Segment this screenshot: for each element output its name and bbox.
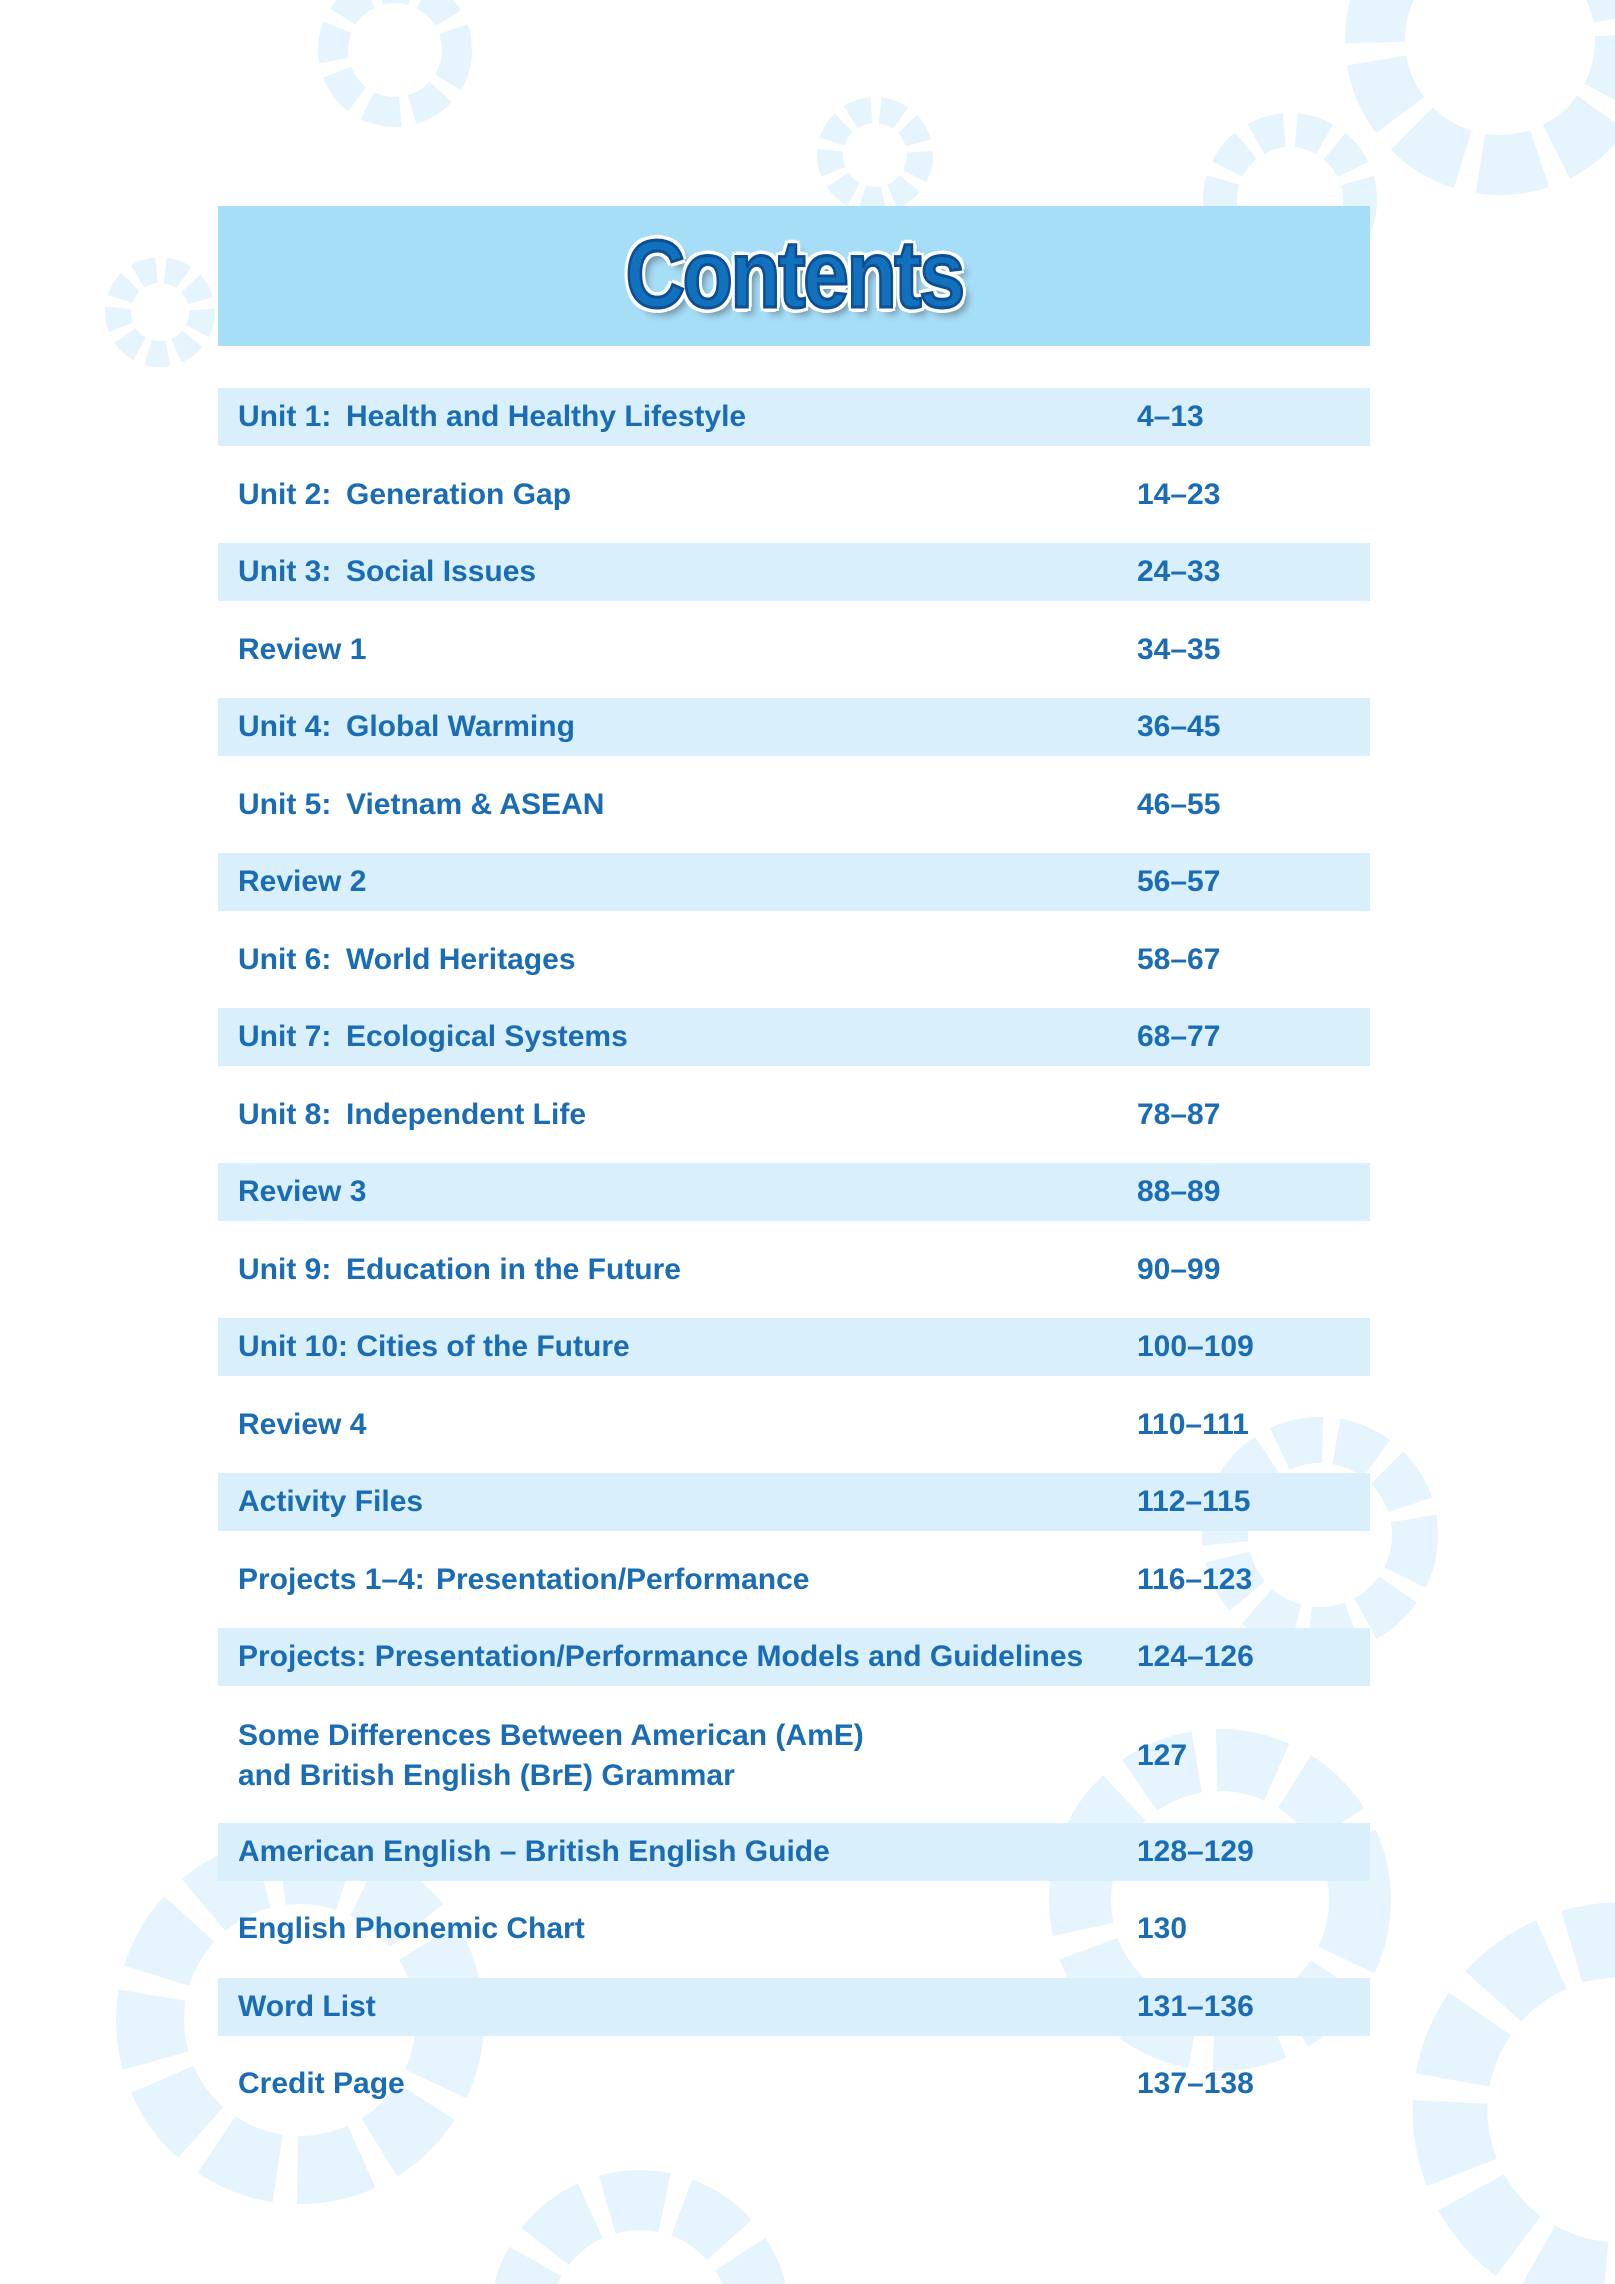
toc-title-text: Social Issues xyxy=(346,555,537,588)
toc-page-range: 68–77 xyxy=(1137,1020,1221,1053)
toc-row[interactable] xyxy=(218,1086,1370,1144)
toc-entry-title: Unit 10: Cities of the Future xyxy=(238,1330,630,1363)
toc-entry-title xyxy=(238,1086,1138,1144)
toc-row[interactable] xyxy=(218,1706,1370,1806)
toc-row[interactable] xyxy=(218,543,1370,601)
toc-unit-label: Unit 2: xyxy=(238,478,332,511)
toc-entry-title: Review 1 xyxy=(238,633,367,666)
toc-title-text: Education in the Future xyxy=(346,1253,681,1286)
toc-row[interactable] xyxy=(218,931,1370,989)
toc-page-range: 116–123 xyxy=(1137,1563,1253,1596)
toc-entry-title xyxy=(238,466,1138,524)
toc-unit-label: Projects 1–4: xyxy=(238,1563,425,1596)
toc-page-range: 4–13 xyxy=(1137,400,1204,433)
toc-row[interactable] xyxy=(218,1900,1370,1958)
toc-page-range: 24–33 xyxy=(1137,555,1221,588)
toc-entry-title: American English – British English Guide xyxy=(238,1835,830,1868)
toc-title-text: Presentation/Performance xyxy=(436,1563,810,1596)
toc-entry-title xyxy=(238,1008,1138,1066)
toc-page-range: 127 xyxy=(1137,1739,1188,1772)
toc-page-range: 124–126 xyxy=(1137,1640,1254,1673)
toc-unit-label: Unit 3: xyxy=(238,555,332,588)
toc-unit-label: Unit 4: xyxy=(238,710,332,743)
toc-page-range: 100–109 xyxy=(1137,1330,1254,1363)
toc-page-range: 131–136 xyxy=(1137,1990,1254,2023)
toc-unit-label: Unit 8: xyxy=(238,1098,332,1131)
toc-entry-title xyxy=(238,931,1138,989)
toc-entry-title xyxy=(238,698,1138,756)
toc-title-text: Independent Life xyxy=(346,1098,586,1131)
toc-page-range: 46–55 xyxy=(1137,788,1221,821)
toc-entry-title: Review 3 xyxy=(238,1175,367,1208)
contents-header-band xyxy=(218,206,1370,346)
toc-row[interactable] xyxy=(218,388,1370,446)
toc-entry-title: Activity Files xyxy=(238,1485,424,1518)
toc-page-range: 58–67 xyxy=(1137,943,1221,976)
toc-row[interactable] xyxy=(218,1978,1370,2036)
toc-page-range: 34–35 xyxy=(1137,633,1221,666)
toc-row[interactable] xyxy=(218,1473,1370,1531)
toc-row[interactable] xyxy=(218,1241,1370,1299)
toc-row[interactable] xyxy=(218,776,1370,834)
toc-entry-title: Some Differences Between American (AmE) and British English (BrE) Grammar xyxy=(238,1719,864,1792)
toc-entry-title: English Phonemic Chart xyxy=(238,1912,585,1945)
toc-row[interactable] xyxy=(218,2055,1370,2113)
toc-row[interactable] xyxy=(218,1396,1370,1454)
toc-unit-label: Unit 7: xyxy=(238,1020,332,1053)
toc-row[interactable] xyxy=(218,1551,1370,1609)
toc-title-text: Generation Gap xyxy=(346,478,572,511)
toc-entry-title: Credit Page xyxy=(238,2067,405,2100)
toc-entry-title: Review 4 xyxy=(238,1408,367,1441)
toc-row[interactable] xyxy=(218,466,1370,524)
toc-row[interactable] xyxy=(218,621,1370,679)
toc-page-range: 130 xyxy=(1137,1912,1188,1945)
toc-title-text: World Heritages xyxy=(346,943,576,976)
toc-row[interactable] xyxy=(218,698,1370,756)
toc-page-range: 128–129 xyxy=(1137,1835,1254,1868)
toc-title-text: Ecological Systems xyxy=(346,1020,628,1053)
toc-entry-title xyxy=(238,1241,1138,1299)
toc-page-range: 110–111 xyxy=(1137,1408,1249,1441)
toc-entry-title: Projects: Presentation/Performance Models and Guidelines xyxy=(238,1640,1084,1673)
toc-entry-title xyxy=(238,388,1138,446)
toc-page-range: 112–115 xyxy=(1137,1485,1251,1518)
toc-entry-title xyxy=(238,1551,1138,1609)
toc-page-range: 90–99 xyxy=(1137,1253,1221,1286)
page-title: Contents xyxy=(625,221,963,328)
toc-row[interactable] xyxy=(218,1823,1370,1881)
toc-page-range: 78–87 xyxy=(1137,1098,1221,1131)
toc-row[interactable] xyxy=(218,1628,1370,1686)
toc-title-text: Health and Healthy Lifestyle xyxy=(346,400,747,433)
toc-page-range: 88–89 xyxy=(1137,1175,1221,1208)
toc-page-range: 56–57 xyxy=(1137,865,1221,898)
toc-unit-label: Unit 6: xyxy=(238,943,332,976)
toc-unit-label: Unit 1: xyxy=(238,400,332,433)
toc-unit-label: Unit 5: xyxy=(238,788,332,821)
toc-page-range: 14–23 xyxy=(1137,478,1221,511)
toc-entry-title: Word List xyxy=(238,1990,376,2023)
toc-entry-title: Review 2 xyxy=(238,865,367,898)
toc-unit-label: Unit 9: xyxy=(238,1253,332,1286)
toc-row[interactable] xyxy=(218,1008,1370,1066)
toc-page-range: 137–138 xyxy=(1137,2067,1254,2100)
toc-row[interactable] xyxy=(218,853,1370,911)
toc-row[interactable] xyxy=(218,1318,1370,1376)
toc-page-range: 36–45 xyxy=(1137,710,1221,743)
toc-entry-title xyxy=(238,543,1138,601)
toc-title-text: Vietnam & ASEAN xyxy=(346,788,605,821)
toc-entry-title xyxy=(238,776,1138,834)
toc-row[interactable] xyxy=(218,1163,1370,1221)
toc-title-text: Global Warming xyxy=(346,710,575,743)
